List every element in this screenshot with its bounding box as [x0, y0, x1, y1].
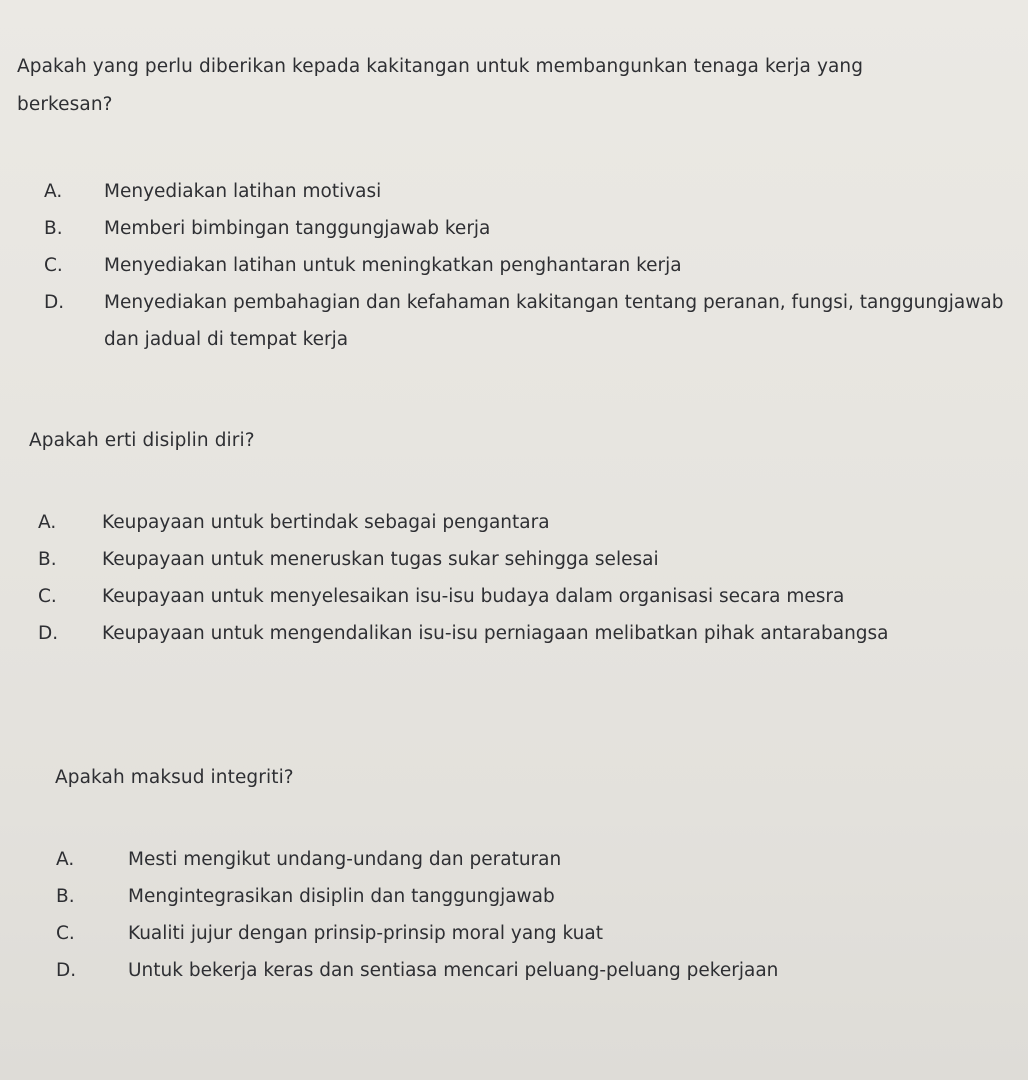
option-letter: A. [44, 181, 63, 202]
question-3-option-b[interactable] [0, 878, 1028, 915]
question-3-option-d[interactable] [0, 952, 1028, 989]
option-letter: D. [38, 623, 59, 644]
question-3-option-c[interactable] [0, 915, 1028, 952]
question-1-option-d[interactable] [0, 284, 1028, 358]
question-3 [0, 759, 1028, 989]
option-letter: B. [38, 549, 57, 570]
question-1-stem: Apakah yang perlu diberikan kepada kakitangan untuk membangunkan tenaga kerja yang berkesan? [17, 56, 864, 115]
question-2-options [0, 504, 1028, 652]
option-letter: D. [56, 960, 77, 981]
option-text: Mesti mengikut undang-undang dan peraturan [128, 849, 562, 870]
option-letter: A. [56, 849, 75, 870]
option-text: Keupayaan untuk menyelesaikan isu-isu budaya dalam organisasi secara mesra [102, 586, 845, 607]
question-3-options [0, 841, 1028, 989]
option-text: Untuk bekerja keras dan sentiasa mencari peluang-peluang pekerjaan [128, 960, 779, 981]
option-text: Menyediakan latihan untuk meningkatkan penghantaran kerja [104, 255, 682, 276]
question-1-options [0, 173, 1028, 358]
option-text: Keupayaan untuk bertindak sebagai pengantara [102, 512, 550, 533]
question-2-option-d[interactable] [0, 615, 1028, 652]
option-text: Mengintegrasikan disiplin dan tanggungjawab [128, 886, 555, 907]
option-text: Memberi bimbingan tanggungjawab kerja [104, 218, 491, 239]
question-2-option-c[interactable] [0, 578, 1028, 615]
option-letter: C. [38, 586, 57, 607]
option-text: Menyediakan latihan motivasi [104, 181, 382, 202]
question-1-option-c[interactable] [0, 247, 1028, 284]
option-text: Menyediakan pembahagian dan kefahaman kakitangan tentang peranan, fungsi, tanggungjawab dan jadual di tempat kerja [104, 292, 1004, 350]
option-letter: A. [38, 512, 57, 533]
option-letter: D. [44, 292, 65, 313]
option-letter: C. [56, 923, 75, 944]
question-1-option-a[interactable] [0, 173, 1028, 210]
question-2-option-a[interactable] [0, 504, 1028, 541]
option-text: Kualiti jujur dengan prinsip-prinsip moral yang kuat [128, 923, 604, 944]
question-1-option-b[interactable] [0, 210, 1028, 247]
option-letter: B. [56, 886, 75, 907]
question-2-stem: Apakah erti disiplin diri? [29, 430, 255, 451]
option-letter: B. [44, 218, 63, 239]
question-2-option-b[interactable] [0, 541, 1028, 578]
option-text: Keupayaan untuk mengendalikan isu-isu perniagaan melibatkan pihak antarabangsa [102, 623, 889, 644]
question-1 [0, 48, 1028, 358]
option-text: Keupayaan untuk meneruskan tugas sukar sehingga selesai [102, 549, 659, 570]
option-letter: C. [44, 255, 63, 276]
question-3-stem: Apakah maksud integriti? [55, 767, 294, 788]
question-3-option-a[interactable] [0, 841, 1028, 878]
question-2 [0, 422, 1028, 652]
